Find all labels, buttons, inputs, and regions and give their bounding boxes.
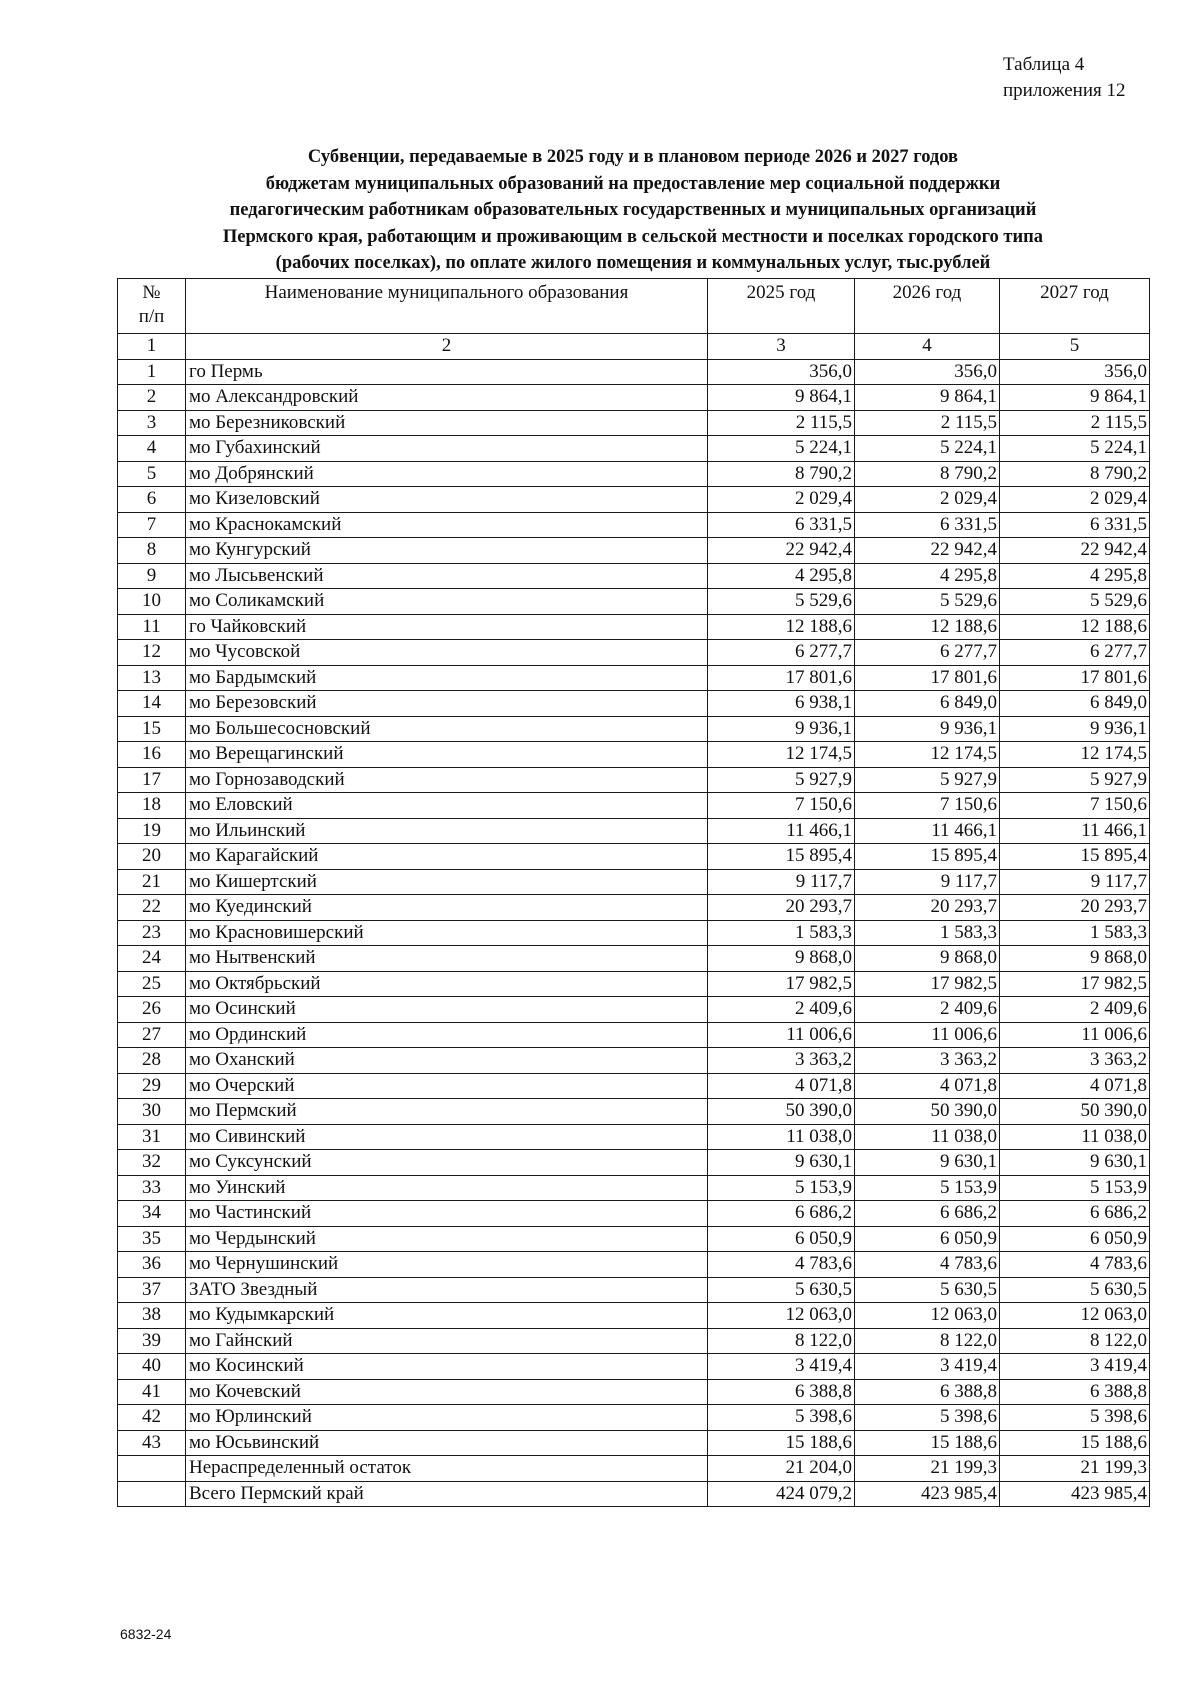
value-2026-cell: 5 630,5: [855, 1277, 1000, 1303]
table-row: [118, 1354, 1150, 1380]
municipality-name-cell: мо Губахинский: [186, 436, 708, 462]
row-number-cell: 42: [118, 1405, 186, 1431]
value-2025-cell: 9 117,7: [708, 869, 855, 895]
municipality-name-cell: мо Кочевский: [186, 1379, 708, 1405]
value-2027-cell: 8 790,2: [1000, 461, 1150, 487]
municipality-name-cell: мо Юсьвинский: [186, 1430, 708, 1456]
value-2026-cell: 9 864,1: [855, 385, 1000, 411]
table-row: [118, 461, 1150, 487]
row-number-cell: 28: [118, 1048, 186, 1074]
table-row: [118, 895, 1150, 921]
value-2027-cell: 9 936,1: [1000, 716, 1150, 742]
value-2027-cell: 6 331,5: [1000, 512, 1150, 538]
value-2026-cell: 4 071,8: [855, 1073, 1000, 1099]
value-2027-cell: 2 409,6: [1000, 997, 1150, 1023]
value-2025-cell: 6 388,8: [708, 1379, 855, 1405]
table-row: [118, 1379, 1150, 1405]
value-2025-cell: 6 686,2: [708, 1201, 855, 1227]
table-row: [118, 665, 1150, 691]
value-2025-cell: 7 150,6: [708, 793, 855, 819]
municipality-name-cell: мо Березниковский: [186, 410, 708, 436]
value-2027-cell: 20 293,7: [1000, 895, 1150, 921]
municipality-name-cell: мо Уинский: [186, 1175, 708, 1201]
table-row: [118, 844, 1150, 870]
value-2025-cell: 6 050,9: [708, 1226, 855, 1252]
value-2026-cell: 50 390,0: [855, 1099, 1000, 1125]
value-2026-cell: 15 188,6: [855, 1430, 1000, 1456]
value-2026-cell: 5 153,9: [855, 1175, 1000, 1201]
value-2027-cell: 2 029,4: [1000, 487, 1150, 513]
row-number-cell: 26: [118, 997, 186, 1023]
municipality-name-cell: мо Лысьвенский: [186, 563, 708, 589]
value-2025-cell: 6 277,7: [708, 640, 855, 666]
municipality-name-cell: мо Гайнский: [186, 1328, 708, 1354]
column-number-row: [118, 334, 1150, 360]
value-2025-cell: 2 115,5: [708, 410, 855, 436]
value-2026-cell: 6 686,2: [855, 1201, 1000, 1227]
row-number-cell: 13: [118, 665, 186, 691]
value-2026-cell: 12 063,0: [855, 1303, 1000, 1329]
row-number-cell: 33: [118, 1175, 186, 1201]
row-number-cell: 37: [118, 1277, 186, 1303]
value-2026-cell: 2 409,6: [855, 997, 1000, 1023]
value-2025-cell: 9 936,1: [708, 716, 855, 742]
row-number-cell: 19: [118, 818, 186, 844]
column-number: 3: [708, 334, 855, 360]
value-2025-cell: 424 079,2: [708, 1481, 855, 1507]
header-year-2027: 2027 год: [1000, 279, 1150, 334]
value-2026-cell: 12 174,5: [855, 742, 1000, 768]
value-2025-cell: 11 006,6: [708, 1022, 855, 1048]
row-number-cell: 34: [118, 1201, 186, 1227]
value-2027-cell: 2 115,5: [1000, 410, 1150, 436]
row-number-cell: 20: [118, 844, 186, 870]
value-2026-cell: 6 277,7: [855, 640, 1000, 666]
header-row-number: № п/п: [118, 279, 186, 334]
value-2027-cell: 7 150,6: [1000, 793, 1150, 819]
municipality-name-cell: мо Березовский: [186, 691, 708, 717]
row-number-cell: 5: [118, 461, 186, 487]
municipality-name-cell: мо Горнозаводский: [186, 767, 708, 793]
value-2027-cell: 22 942,4: [1000, 538, 1150, 564]
value-2026-cell: 5 529,6: [855, 589, 1000, 615]
value-2025-cell: 9 630,1: [708, 1150, 855, 1176]
value-2026-cell: 6 050,9: [855, 1226, 1000, 1252]
value-2025-cell: 12 174,5: [708, 742, 855, 768]
title-line: Субвенции, передаваемые в 2025 году и в плановом периоде 2026 и 2027 годов: [307, 147, 959, 167]
value-2025-cell: 2 029,4: [708, 487, 855, 513]
row-number-cell: 30: [118, 1099, 186, 1125]
municipality-name-cell: мо Кунгурский: [186, 538, 708, 564]
municipality-name-cell: ЗАТО Звездный: [186, 1277, 708, 1303]
municipality-name-cell: мо Юрлинский: [186, 1405, 708, 1431]
value-2027-cell: 15 188,6: [1000, 1430, 1150, 1456]
municipality-name-cell: Всего Пермский край: [186, 1481, 708, 1507]
document-code: 6832-24: [120, 1626, 172, 1642]
value-2025-cell: 17 982,5: [708, 971, 855, 997]
table-row: [118, 869, 1150, 895]
municipality-name-cell: мо Оханский: [186, 1048, 708, 1074]
value-2027-cell: 21 199,3: [1000, 1456, 1150, 1482]
value-2027-cell: 5 153,9: [1000, 1175, 1150, 1201]
row-number-cell: 9: [118, 563, 186, 589]
row-number-cell: [118, 1456, 186, 1482]
value-2025-cell: 12 188,6: [708, 614, 855, 640]
table-row: [118, 614, 1150, 640]
value-2027-cell: 12 174,5: [1000, 742, 1150, 768]
municipality-name-cell: го Пермь: [186, 359, 708, 385]
municipality-name-cell: мо Карагайский: [186, 844, 708, 870]
value-2026-cell: 3 363,2: [855, 1048, 1000, 1074]
table-row: [118, 793, 1150, 819]
value-2026-cell: 423 985,4: [855, 1481, 1000, 1507]
value-2025-cell: 356,0: [708, 359, 855, 385]
municipality-name-cell: мо Ильинский: [186, 818, 708, 844]
table-body: [118, 334, 1150, 1507]
value-2025-cell: 5 927,9: [708, 767, 855, 793]
value-2025-cell: 5 398,6: [708, 1405, 855, 1431]
table-row: [118, 487, 1150, 513]
value-2025-cell: 50 390,0: [708, 1099, 855, 1125]
header-municipality-name: Наименование муниципального образования: [186, 279, 708, 334]
municipality-name-cell: мо Чусовской: [186, 640, 708, 666]
value-2025-cell: 9 868,0: [708, 946, 855, 972]
table-caption-corner: [1003, 52, 1125, 104]
municipality-name-cell: мо Частинский: [186, 1201, 708, 1227]
value-2027-cell: 9 868,0: [1000, 946, 1150, 972]
value-2025-cell: 17 801,6: [708, 665, 855, 691]
municipality-name-cell: мо Чердынский: [186, 1226, 708, 1252]
municipality-name-cell: мо Красновишерский: [186, 920, 708, 946]
value-2026-cell: 11 038,0: [855, 1124, 1000, 1150]
value-2025-cell: 8 122,0: [708, 1328, 855, 1354]
value-2026-cell: 11 006,6: [855, 1022, 1000, 1048]
table-row: [118, 742, 1150, 768]
row-number-cell: 27: [118, 1022, 186, 1048]
municipality-name-cell: мо Добрянский: [186, 461, 708, 487]
row-number-cell: 15: [118, 716, 186, 742]
column-number: 5: [1000, 334, 1150, 360]
row-number-cell: 39: [118, 1328, 186, 1354]
value-2025-cell: 11 466,1: [708, 818, 855, 844]
municipality-name-cell: мо Кудымкарский: [186, 1303, 708, 1329]
row-number-cell: 14: [118, 691, 186, 717]
row-number-cell: 41: [118, 1379, 186, 1405]
value-2027-cell: 9 117,7: [1000, 869, 1150, 895]
table-row: [118, 1022, 1150, 1048]
value-2025-cell: 3 363,2: [708, 1048, 855, 1074]
column-number: 4: [855, 334, 1000, 360]
municipality-name-cell: мо Октябрьский: [186, 971, 708, 997]
value-2025-cell: 12 063,0: [708, 1303, 855, 1329]
value-2026-cell: 4 783,6: [855, 1252, 1000, 1278]
table-row: [118, 1303, 1150, 1329]
row-number-cell: 10: [118, 589, 186, 615]
value-2027-cell: 6 849,0: [1000, 691, 1150, 717]
value-2025-cell: 5 529,6: [708, 589, 855, 615]
table-row: [118, 971, 1150, 997]
value-2027-cell: 1 583,3: [1000, 920, 1150, 946]
value-2027-cell: 12 188,6: [1000, 614, 1150, 640]
table-row: [118, 1124, 1150, 1150]
table-row: [118, 410, 1150, 436]
table-row: [118, 589, 1150, 615]
municipality-name-cell: мо Куединский: [186, 895, 708, 921]
municipality-name-cell: мо Кизеловский: [186, 487, 708, 513]
table-row: [118, 1252, 1150, 1278]
value-2027-cell: 11 038,0: [1000, 1124, 1150, 1150]
value-2027-cell: 4 071,8: [1000, 1073, 1150, 1099]
table-row: [118, 818, 1150, 844]
value-2026-cell: 5 224,1: [855, 436, 1000, 462]
value-2027-cell: 50 390,0: [1000, 1099, 1150, 1125]
value-2026-cell: 2 115,5: [855, 410, 1000, 436]
municipality-name-cell: мо Суксунский: [186, 1150, 708, 1176]
row-number-cell: 40: [118, 1354, 186, 1380]
value-2027-cell: 17 982,5: [1000, 971, 1150, 997]
table-row: [118, 1481, 1150, 1507]
row-number-cell: 3: [118, 410, 186, 436]
value-2027-cell: 17 801,6: [1000, 665, 1150, 691]
row-number-cell: 29: [118, 1073, 186, 1099]
table-row: [118, 1175, 1150, 1201]
row-number-cell: 22: [118, 895, 186, 921]
value-2025-cell: 4 071,8: [708, 1073, 855, 1099]
table-row: [118, 920, 1150, 946]
municipality-name-cell: Нераспределенный остаток: [186, 1456, 708, 1482]
value-2027-cell: 5 927,9: [1000, 767, 1150, 793]
title-line: бюджетам муниципальных образований на предоставление мер социальной поддержки: [265, 173, 1001, 194]
table-row: [118, 359, 1150, 385]
value-2027-cell: 4 295,8: [1000, 563, 1150, 589]
appendix-label: приложения 12: [1003, 80, 1126, 101]
value-2026-cell: 9 868,0: [855, 946, 1000, 972]
municipality-name-cell: мо Нытвенский: [186, 946, 708, 972]
value-2026-cell: 8 122,0: [855, 1328, 1000, 1354]
table-header-row: [118, 279, 1150, 334]
table-row: [118, 1048, 1150, 1074]
value-2026-cell: 22 942,4: [855, 538, 1000, 564]
value-2027-cell: 6 388,8: [1000, 1379, 1150, 1405]
value-2026-cell: 5 927,9: [855, 767, 1000, 793]
municipality-name-cell: мо Сивинский: [186, 1124, 708, 1150]
value-2025-cell: 9 864,1: [708, 385, 855, 411]
municipality-name-cell: мо Очерский: [186, 1073, 708, 1099]
value-2026-cell: 9 630,1: [855, 1150, 1000, 1176]
table-row: [118, 1073, 1150, 1099]
value-2027-cell: 5 630,5: [1000, 1277, 1150, 1303]
row-number-cell: 7: [118, 512, 186, 538]
row-number-cell: 32: [118, 1150, 186, 1176]
row-number-cell: 25: [118, 971, 186, 997]
value-2025-cell: 5 224,1: [708, 436, 855, 462]
table-row: [118, 1201, 1150, 1227]
value-2025-cell: 20 293,7: [708, 895, 855, 921]
value-2026-cell: 356,0: [855, 359, 1000, 385]
row-number-cell: 6: [118, 487, 186, 513]
value-2027-cell: 5 398,6: [1000, 1405, 1150, 1431]
value-2025-cell: 1 583,3: [708, 920, 855, 946]
value-2026-cell: 4 295,8: [855, 563, 1000, 589]
value-2027-cell: 6 050,9: [1000, 1226, 1150, 1252]
value-2025-cell: 15 188,6: [708, 1430, 855, 1456]
header-year-2026: 2026 год: [855, 279, 1000, 334]
header-year-2025: 2025 год: [708, 279, 855, 334]
value-2026-cell: 11 466,1: [855, 818, 1000, 844]
row-number-cell: 2: [118, 385, 186, 411]
value-2027-cell: 3 419,4: [1000, 1354, 1150, 1380]
municipality-name-cell: го Чайковский: [186, 614, 708, 640]
row-number-cell: [118, 1481, 186, 1507]
municipality-name-cell: мо Бардымский: [186, 665, 708, 691]
row-number-cell: 17: [118, 767, 186, 793]
municipality-name-cell: мо Соликамский: [186, 589, 708, 615]
value-2026-cell: 8 790,2: [855, 461, 1000, 487]
row-number-cell: 35: [118, 1226, 186, 1252]
title-line: (рабочих поселках), по оплате жилого помещения и коммунальных услуг, тыс.рублей: [275, 253, 991, 274]
table-row: [118, 691, 1150, 717]
document-title: [118, 144, 1148, 277]
row-number-cell: 23: [118, 920, 186, 946]
table-row: [118, 1226, 1150, 1252]
value-2027-cell: 9 864,1: [1000, 385, 1150, 411]
table-row: [118, 1456, 1150, 1482]
row-number-cell: 1: [118, 359, 186, 385]
value-2027-cell: 423 985,4: [1000, 1481, 1150, 1507]
value-2027-cell: 15 895,4: [1000, 844, 1150, 870]
value-2026-cell: 6 331,5: [855, 512, 1000, 538]
table-row: [118, 1328, 1150, 1354]
value-2026-cell: 20 293,7: [855, 895, 1000, 921]
municipality-name-cell: мо Ординский: [186, 1022, 708, 1048]
value-2026-cell: 12 188,6: [855, 614, 1000, 640]
title-line: Пермского края, работающим и проживающим в сельской местности и поселках городского типа: [222, 226, 1044, 247]
column-number: 1: [118, 334, 186, 360]
table-row: [118, 385, 1150, 411]
table-row: [118, 1430, 1150, 1456]
value-2027-cell: 356,0: [1000, 359, 1150, 385]
table-row: [118, 997, 1150, 1023]
value-2025-cell: 5 630,5: [708, 1277, 855, 1303]
table-row: [118, 538, 1150, 564]
value-2026-cell: 17 982,5: [855, 971, 1000, 997]
municipality-name-cell: мо Пермский: [186, 1099, 708, 1125]
row-number-cell: 8: [118, 538, 186, 564]
value-2025-cell: 4 295,8: [708, 563, 855, 589]
value-2027-cell: 6 686,2: [1000, 1201, 1150, 1227]
municipality-name-cell: мо Краснокамский: [186, 512, 708, 538]
value-2025-cell: 3 419,4: [708, 1354, 855, 1380]
value-2027-cell: 9 630,1: [1000, 1150, 1150, 1176]
row-number-cell: 4: [118, 436, 186, 462]
value-2025-cell: 5 153,9: [708, 1175, 855, 1201]
municipality-name-cell: мо Кишертский: [186, 869, 708, 895]
value-2027-cell: 5 224,1: [1000, 436, 1150, 462]
municipality-name-cell: мо Еловский: [186, 793, 708, 819]
table-row: [118, 1405, 1150, 1431]
row-number-cell: 43: [118, 1430, 186, 1456]
row-number-cell: 31: [118, 1124, 186, 1150]
table-row: [118, 1150, 1150, 1176]
value-2025-cell: 4 783,6: [708, 1252, 855, 1278]
value-2027-cell: 12 063,0: [1000, 1303, 1150, 1329]
value-2025-cell: 6 938,1: [708, 691, 855, 717]
value-2026-cell: 1 583,3: [855, 920, 1000, 946]
table-row: [118, 946, 1150, 972]
value-2026-cell: 5 398,6: [855, 1405, 1000, 1431]
table-row: [118, 716, 1150, 742]
value-2026-cell: 9 117,7: [855, 869, 1000, 895]
value-2026-cell: 6 849,0: [855, 691, 1000, 717]
value-2025-cell: 2 409,6: [708, 997, 855, 1023]
value-2026-cell: 3 419,4: [855, 1354, 1000, 1380]
value-2026-cell: 21 199,3: [855, 1456, 1000, 1482]
table-row: [118, 767, 1150, 793]
municipality-name-cell: мо Косинский: [186, 1354, 708, 1380]
value-2026-cell: 7 150,6: [855, 793, 1000, 819]
value-2027-cell: 6 277,7: [1000, 640, 1150, 666]
row-number-cell: 21: [118, 869, 186, 895]
column-number: 2: [186, 334, 708, 360]
row-number-cell: 18: [118, 793, 186, 819]
value-2026-cell: 9 936,1: [855, 716, 1000, 742]
municipality-name-cell: мо Чернушинский: [186, 1252, 708, 1278]
municipality-name-cell: мо Осинский: [186, 997, 708, 1023]
value-2027-cell: 8 122,0: [1000, 1328, 1150, 1354]
value-2027-cell: 11 466,1: [1000, 818, 1150, 844]
value-2026-cell: 2 029,4: [855, 487, 1000, 513]
value-2025-cell: 22 942,4: [708, 538, 855, 564]
value-2025-cell: 15 895,4: [708, 844, 855, 870]
subventions-table: [117, 278, 1150, 1507]
value-2026-cell: 15 895,4: [855, 844, 1000, 870]
value-2026-cell: 6 388,8: [855, 1379, 1000, 1405]
row-number-cell: 16: [118, 742, 186, 768]
row-number-cell: 36: [118, 1252, 186, 1278]
table-row: [118, 640, 1150, 666]
row-number-cell: 24: [118, 946, 186, 972]
value-2027-cell: 3 363,2: [1000, 1048, 1150, 1074]
table-number-label: Таблица 4: [1003, 54, 1085, 75]
table-row: [118, 563, 1150, 589]
value-2025-cell: 6 331,5: [708, 512, 855, 538]
row-number-cell: 38: [118, 1303, 186, 1329]
municipality-name-cell: мо Большесосновский: [186, 716, 708, 742]
value-2026-cell: 17 801,6: [855, 665, 1000, 691]
value-2025-cell: 21 204,0: [708, 1456, 855, 1482]
row-number-cell: 12: [118, 640, 186, 666]
table-row: [118, 1277, 1150, 1303]
value-2027-cell: 5 529,6: [1000, 589, 1150, 615]
row-number-cell: 11: [118, 614, 186, 640]
value-2027-cell: 11 006,6: [1000, 1022, 1150, 1048]
value-2025-cell: 8 790,2: [708, 461, 855, 487]
table-row: [118, 512, 1150, 538]
title-line: педагогическим работникам образовательных государственных и муниципальных организаций: [229, 200, 1037, 221]
municipality-name-cell: мо Александровский: [186, 385, 708, 411]
table-row: [118, 1099, 1150, 1125]
value-2027-cell: 4 783,6: [1000, 1252, 1150, 1278]
table-row: [118, 436, 1150, 462]
municipality-name-cell: мо Верещагинский: [186, 742, 708, 768]
value-2025-cell: 11 038,0: [708, 1124, 855, 1150]
